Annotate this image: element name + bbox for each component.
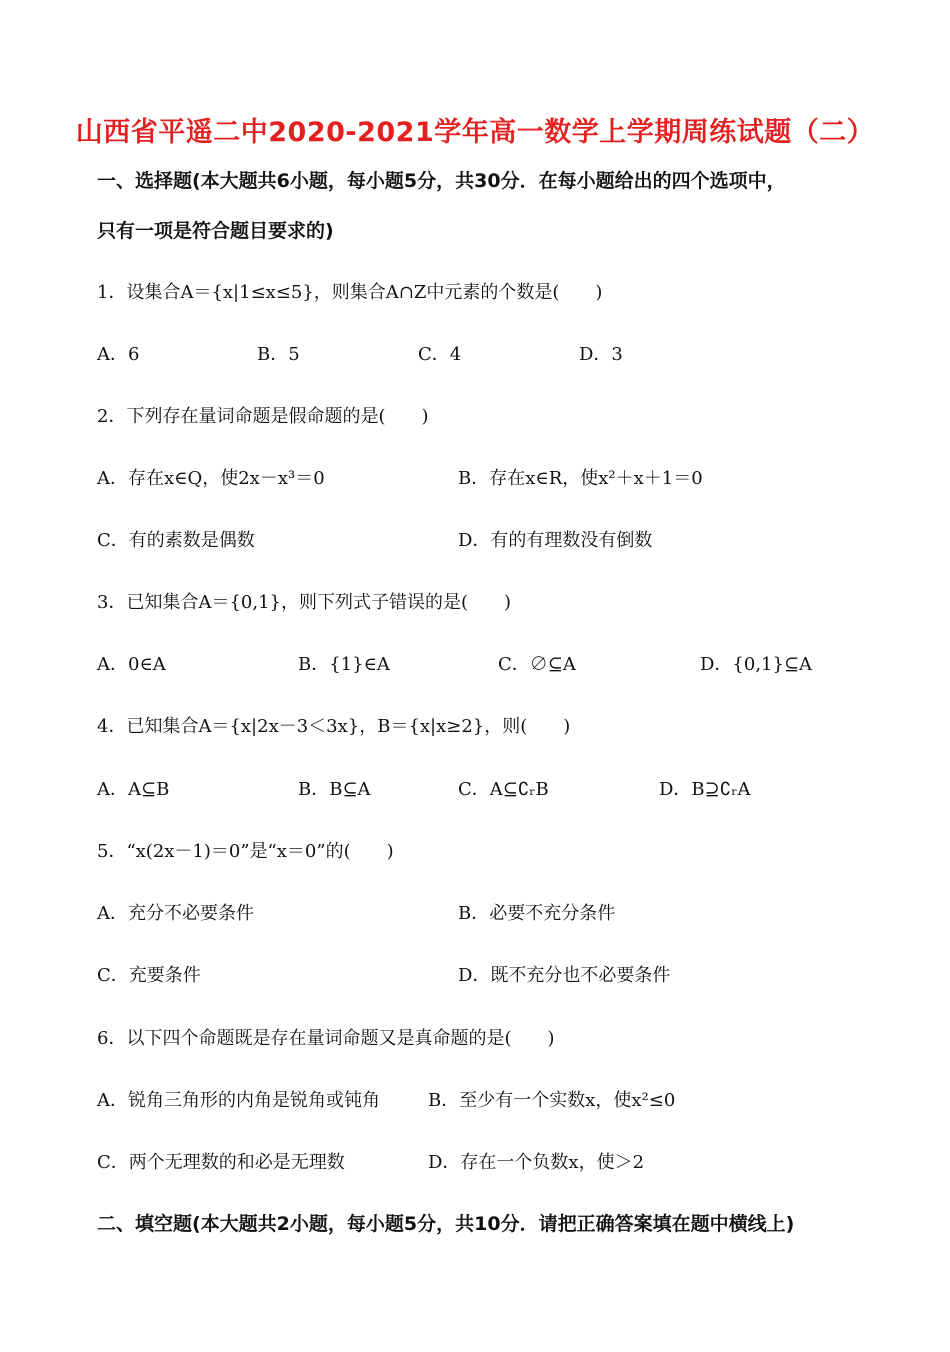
- section-2-heading: 二、填空题(本大题共2小题，每小题5分，共10分．请把正确答案填在题中横线上): [97, 1213, 795, 1235]
- question-3-option-a: A．0∈A: [97, 654, 166, 675]
- question-3-option-b: B．{1}∈A: [298, 654, 390, 675]
- question-5-stem: 5．“x(2x－1)＝0”是“x＝0”的( ): [97, 841, 394, 862]
- question-1-stem: 1．设集合A＝{x|1≤x≤5}，则集合A∩Z中元素的个数是( ): [97, 282, 603, 303]
- question-5-option-a: A．充分不必要条件: [97, 903, 254, 924]
- question-6-option-b: B．至少有一个实数x，使x²≤0: [428, 1090, 676, 1111]
- question-6-option-a: A．锐角三角形的内角是锐角或钝角: [97, 1090, 380, 1111]
- question-4-option-b: B．B⊆A: [298, 779, 371, 800]
- question-6-stem: 6．以下四个命题既是存在量词命题又是真命题的是( ): [97, 1028, 555, 1049]
- question-1-option-d: D．3: [579, 344, 623, 365]
- question-1-option-c: C．4: [418, 344, 462, 365]
- question-2-stem: 2．下列存在量词命题是假命题的是( ): [97, 406, 429, 427]
- section-1-heading: 一、选择题(本大题共6小题，每小题5分，共30分．在每小题给出的四个选项中，: [97, 170, 786, 192]
- question-6-option-d: D．存在一个负数x，使＞2: [428, 1152, 645, 1173]
- question-1-option-b: B．5: [257, 344, 300, 365]
- question-5-option-d: D．既不充分也不必要条件: [458, 965, 671, 986]
- question-2-option-b: B．存在x∈R，使x²＋x＋1＝0: [458, 468, 703, 489]
- question-2-option-c: C．有的素数是偶数: [97, 530, 255, 551]
- question-5-option-b: B．必要不充分条件: [458, 903, 616, 924]
- question-6-option-c: C．两个无理数的和必是无理数: [97, 1152, 345, 1173]
- question-2-option-a: A．存在x∈Q，使2x－x³＝0: [97, 468, 325, 489]
- question-1-option-a: A．6: [97, 344, 140, 365]
- question-3-stem: 3．已知集合A＝{0,1}，则下列式子错误的是( ): [97, 592, 512, 613]
- question-5-option-c: C．充要条件: [97, 965, 201, 986]
- question-4-option-a: A．A⊆B: [97, 779, 170, 800]
- question-4-stem: 4．已知集合A＝{x|2x－3＜3x}，B＝{x|x≥2}，则( ): [97, 716, 571, 737]
- page-title: 山西省平遥二中2020-2021学年高一数学上学期周练试题（二）: [75, 117, 875, 148]
- question-3-option-c: C．∅⊆A: [498, 654, 576, 675]
- question-2-option-d: D．有的有理数没有倒数: [458, 530, 653, 551]
- question-4-option-c: C．A⊆∁ᵣB: [458, 779, 549, 800]
- question-4-option-d: D．B⊇∁ᵣA: [659, 779, 751, 800]
- question-3-option-d: D．{0,1}⊆A: [700, 654, 813, 675]
- section-1-heading-cont: 只有一项是符合题目要求的): [97, 220, 334, 242]
